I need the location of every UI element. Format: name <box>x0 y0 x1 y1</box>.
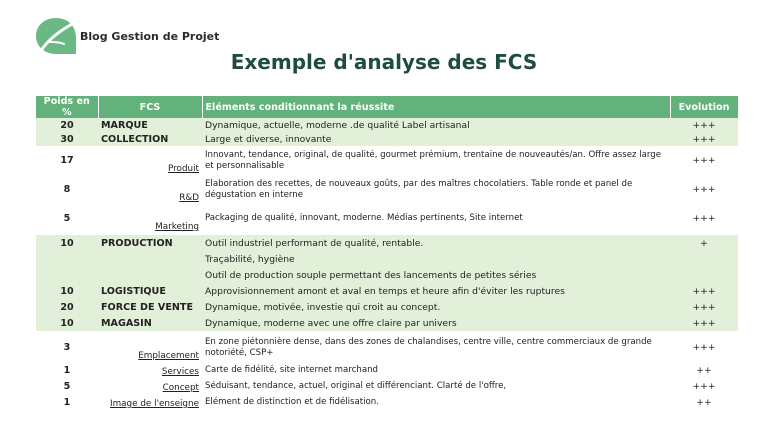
fcs-cell: COLLECTION <box>98 132 202 146</box>
table-row <box>36 315 738 331</box>
evolution-cell: +++ <box>670 299 738 315</box>
fcs-cell: FORCE DE VENTE <box>98 299 202 315</box>
fcs-table <box>36 96 739 410</box>
fcs-cell: Services <box>161 367 199 377</box>
weight-cell: 20 <box>36 118 98 132</box>
elements-cell: Séduisant, tendance, actuel, original et différenciant. Clarté de l'offre, <box>205 380 507 391</box>
evolution-cell <box>670 267 738 283</box>
elements-cell: Large et diverse, innovante <box>202 132 670 146</box>
elements-cell: Carte de fidélité, site internet marchand <box>205 364 378 375</box>
header-evolution: Evolution <box>670 96 738 118</box>
fcs-cell: Emplacement <box>138 351 199 361</box>
header-weight: Poids en % <box>36 96 98 118</box>
weight-cell: 30 <box>36 132 98 146</box>
header-elements: Eléments conditionnant la réussite <box>202 96 670 118</box>
evolution-cell: +++ <box>692 213 716 224</box>
fcs-cell: PRODUCTION <box>98 235 202 251</box>
fcs-cell: MARQUE <box>98 118 202 132</box>
evolution-cell: +++ <box>670 118 738 132</box>
table-row <box>36 299 738 315</box>
weight-cell: 5 <box>63 380 71 392</box>
weight-cell: 8 <box>63 184 71 195</box>
evolution-cell <box>670 251 738 267</box>
evolution-cell: +++ <box>692 184 716 195</box>
table-header <box>36 96 738 118</box>
evolution-cell: + <box>670 235 738 251</box>
fcs-cell: Image de l'enseigne <box>110 399 199 409</box>
elements-cell: Elaboration des recettes, de nouveaux goûts, par des maîtres chocolatiers. Table ronde et panel de dégustation en interne <box>205 178 633 200</box>
fcs-cell: Produit <box>167 164 199 174</box>
evolution-cell: +++ <box>670 132 738 146</box>
page-title: Exemple d'analyse des FCS <box>230 50 538 74</box>
table-row <box>36 394 738 410</box>
weight-cell: 1 <box>63 396 71 408</box>
weight-cell: 5 <box>63 213 71 224</box>
brand-name: Blog Gestion de Projet <box>80 29 220 43</box>
weight-cell: 17 <box>60 155 74 166</box>
evolution-cell: +++ <box>692 155 716 166</box>
evolution-cell: +++ <box>670 283 738 299</box>
weight-cell: 10 <box>36 235 98 251</box>
table-row <box>36 333 738 362</box>
evolution-cell: ++ <box>696 364 712 376</box>
fcs-cell <box>98 251 202 267</box>
fcs-cell: LOGISTIQUE <box>98 283 202 299</box>
fcs-cell <box>98 267 202 283</box>
evolution-cell: +++ <box>670 315 738 331</box>
elements-cell: Outil industriel performant de qualité, rentable. <box>202 235 670 251</box>
table-row <box>36 204 738 233</box>
table-row <box>36 378 738 394</box>
elements-cell: Packaging de qualité, innovant, moderne. Médias pertinents, Site internet <box>205 213 523 223</box>
evolution-cell: ++ <box>696 396 712 408</box>
evolution-cell: +++ <box>692 342 716 353</box>
weight-cell <box>36 267 98 283</box>
elements-cell: Outil de production souple permettant des lancements de petites séries <box>202 267 670 283</box>
table-row <box>36 132 738 146</box>
weight-cell: 10 <box>36 283 98 299</box>
fcs-cell: R&D <box>179 193 199 203</box>
table-row <box>36 175 738 204</box>
weight-cell: 20 <box>36 299 98 315</box>
table-row <box>36 251 738 267</box>
header-fcs: FCS <box>98 96 202 118</box>
elements-cell: Elément de distinction et de fidélisation. <box>205 396 379 407</box>
evolution-cell: +++ <box>692 380 716 392</box>
table-row <box>36 235 738 251</box>
weight-cell: 1 <box>63 364 71 376</box>
table-row <box>36 283 738 299</box>
elements-cell: Traçabilité, hygiène <box>202 251 670 267</box>
elements-cell: Approvisionnement amont et aval en temps et heure afin d'éviter les ruptures <box>202 283 670 299</box>
fcs-cell: MAGASIN <box>98 315 202 331</box>
table-row <box>36 362 738 378</box>
elements-cell: Dynamique, motivée, investie qui croit au concept. <box>202 299 670 315</box>
weight-cell: 3 <box>63 342 71 353</box>
elements-cell: Innovant, tendance, original, de qualité, gourmet prémium, trentaine de nouveautés/an. Offre assez large et personnalisable <box>205 149 662 171</box>
fcs-cell: Marketing <box>155 222 199 232</box>
fcs-cell: Concept <box>162 383 199 393</box>
elements-cell: Dynamique, moderne avec une offre claire par univers <box>202 315 670 331</box>
weight-cell: 10 <box>36 315 98 331</box>
table-row <box>36 146 738 175</box>
table-row <box>36 118 738 132</box>
weight-cell <box>36 251 98 267</box>
table-row <box>36 267 738 283</box>
elements-cell: En zone piétonnière dense, dans des zones de chalandises, centre ville, centre commerciaux de grande notoriété, CSP+ <box>205 336 652 358</box>
elements-cell: Dynamique, actuelle, moderne .de qualité Label artisanal <box>202 118 670 132</box>
